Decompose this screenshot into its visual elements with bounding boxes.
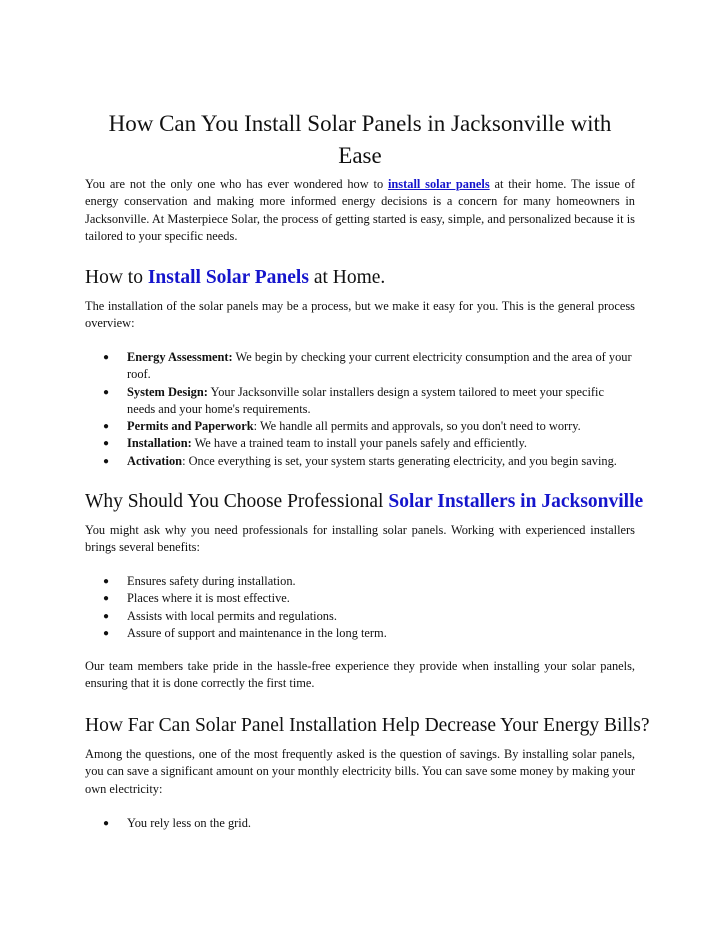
section2-heading — [85, 490, 643, 514]
section3-heading: How Far Can Solar Panel Installation Help Decrease Your Energy Bills? — [85, 715, 650, 736]
section1-heading-highlight: Install Solar Panels — [147, 267, 309, 288]
list-item-term: Installation: — [127, 436, 192, 451]
list-item-text: We begin by checking your current electricity consumption and the area of your roof. — [127, 350, 632, 382]
list-item — [85, 384, 635, 419]
bullet-icon: ● — [103, 455, 110, 467]
process-list — [85, 349, 635, 470]
list-item-text: : We handle all permits and approvals, so you don't need to worry. — [253, 419, 581, 434]
benefits-list — [85, 573, 635, 642]
list-item-term: Energy Assessment: — [127, 350, 233, 364]
list-item — [85, 590, 635, 607]
list-item — [85, 573, 635, 590]
intro-text-start: You are not the only one who has ever wondered how to — [85, 177, 388, 191]
bullet-icon: ● — [103, 818, 110, 829]
list-item-text: Assure of support and maintenance in the long term. — [127, 625, 387, 640]
savings-list — [85, 815, 635, 832]
list-item-text: Assists with local permits and regulations. — [127, 608, 337, 623]
list-item-text: Your Jacksonville solar installers design a system tailored to meet your specific needs and your home's requirements. — [127, 384, 604, 416]
list-item — [85, 418, 635, 435]
install-solar-panels-link[interactable]: install solar panels — [387, 177, 490, 191]
list-item-text: We have a trained team to install your panels safely and efficiently. — [191, 436, 527, 451]
list-item-text: You rely less on the grid. — [127, 816, 252, 830]
list-item-term: Permits and Paperwork — [127, 419, 254, 434]
bullet-icon: ● — [103, 438, 110, 450]
intro-text-end: at their home. The issue of energy conservation and making more informed energy decisions is a concern for many homeowners in Jacksonville. At Masterpiece Solar, the process of getting started is easy, simple, and personalized because it is tailored to your specific needs. — [85, 177, 635, 243]
list-item — [85, 608, 635, 625]
section3-paragraph: Among the questions, one of the most frequently asked is the question of savings. By installing solar panels, you can save a significant amount on your monthly electricity bills. You can save some money by making your own electricity: — [85, 747, 635, 796]
bullet-icon: ● — [103, 421, 110, 433]
section1-heading-text-end: at Home. — [308, 267, 386, 288]
section2-paragraph: You might ask why you need professionals for installing solar panels. Working with experienced installers brings several benefits: — [85, 523, 635, 555]
intro-paragraph — [85, 176, 635, 245]
list-item — [85, 815, 635, 832]
list-item — [85, 435, 635, 452]
bullet-icon: ● — [103, 627, 110, 639]
section2-heading-text: Why Should You Choose Professional — [85, 491, 389, 512]
list-item-text: Places where it is most effective. — [127, 591, 290, 606]
section2-heading-highlight: Solar Installers in Jacksonville — [388, 491, 644, 512]
list-item-term: System Design: — [127, 384, 208, 399]
list-item — [85, 349, 635, 384]
bullet-icon: ● — [103, 610, 110, 622]
section1-heading-text: How to — [85, 267, 148, 288]
document-title: How Can You Install Solar Panels in Jacksonville with Ease — [108, 111, 612, 168]
section1-paragraph: The installation of the solar panels may be a process, but we make it easy for you. This is the general process overview: — [85, 299, 635, 331]
section2-closing-paragraph: Our team members take pride in the hassle-free experience they provide when installing your solar panels, ensuring that it is done correctly the first time. — [85, 659, 635, 691]
section1-heading — [85, 266, 385, 290]
bullet-icon: ● — [103, 386, 110, 398]
list-item — [85, 625, 635, 642]
bullet-icon: ● — [103, 352, 110, 363]
bullet-icon: ● — [103, 593, 110, 605]
list-item-text: Ensures safety during installation. — [127, 574, 296, 588]
bullet-icon: ● — [103, 576, 110, 587]
list-item-text: : Once everything is set, your system starts generating electricity, and you begin saving. — [182, 453, 617, 468]
list-item-term: Activation — [127, 453, 183, 468]
list-item — [85, 453, 635, 470]
